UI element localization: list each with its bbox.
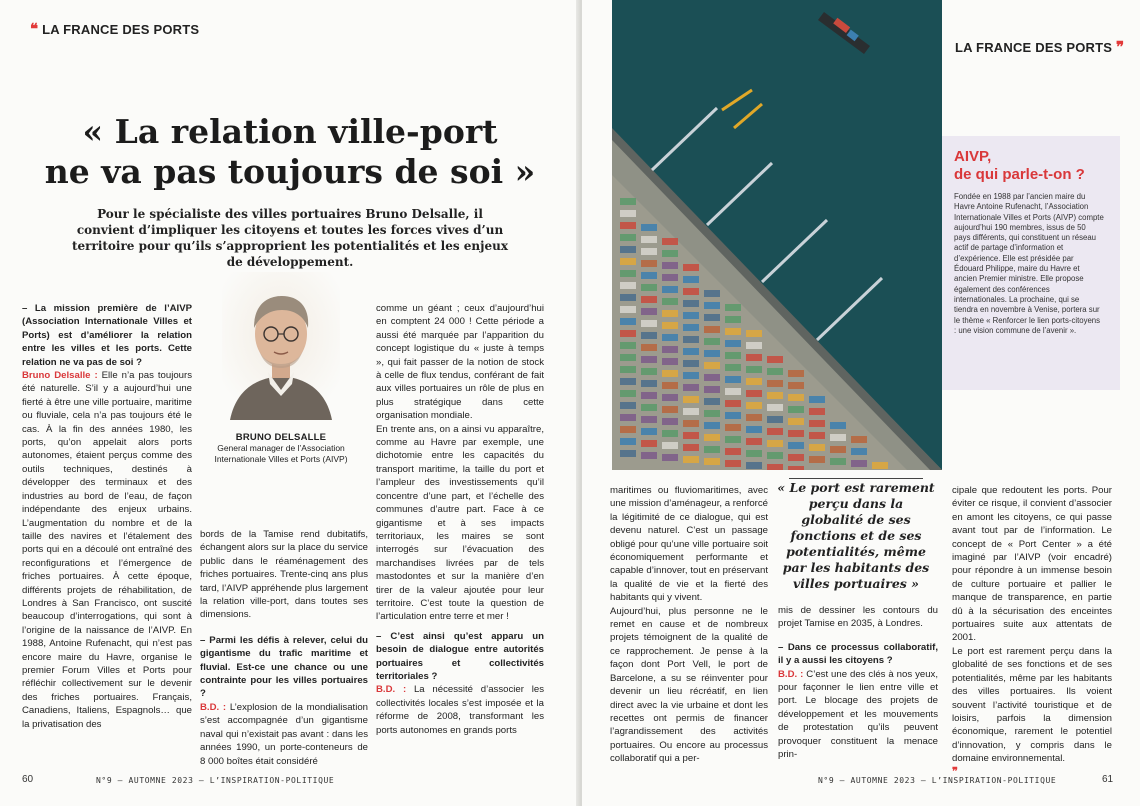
container-block [683, 408, 699, 415]
container-block [620, 270, 636, 277]
container-block [746, 438, 762, 445]
article-standfirst: Pour le spécialiste des villes portuaires Bruno Delsalle, il convient d’impliquer les citoyens et toutes les forces vives d’un territoire pour qu’ils s’approprient les potentialités et les enjeux de développement. [72, 207, 508, 269]
container-block [746, 450, 762, 457]
container-block [683, 396, 699, 403]
container-block [641, 380, 657, 387]
container-block [662, 454, 678, 461]
container-block [725, 316, 741, 323]
container-block [620, 318, 636, 325]
container-block [641, 224, 657, 231]
container-block [851, 436, 867, 443]
container-block [767, 404, 783, 411]
container-block [620, 354, 636, 361]
container-block [662, 418, 678, 425]
container-block [704, 350, 720, 357]
container-block [788, 406, 804, 413]
quote-mark-icon: ❞ [1115, 39, 1125, 56]
article-headline: « La relation ville-port ne va pas toujours de soi » [44, 112, 536, 191]
text-column-2: bords de la Tamise rend dubitatifs, échangent alors sur la place du service public dans le réaménagement des friches portuaires. Trente-cinq ans plus tard, l’AIVP appréhende plus largement la relation ville-port, dans toutes ses dimensions. – Parmi les défis à relever, celui du gigantisme du trafic maritime et fluvial. Est-ce une chance ou une contrainte pour les villes portuaires ? B.D. : L’explosion de la mondialisation s’est accompagnée d’un gigantisme naval qui n’existait pas avant : dans les années 1990, un porte-conteneurs de 8 000 boîtes était considéré [200, 529, 369, 767]
container-block [683, 432, 699, 439]
container-block [725, 304, 741, 311]
container-block [704, 326, 720, 333]
quote-mark-icon: ❝ [30, 21, 39, 38]
container-block [662, 250, 678, 257]
container-block [809, 420, 825, 427]
container-block [746, 414, 762, 421]
container-block [683, 324, 699, 331]
text-column-5: mis de dessiner les contours du projet Tamise en 2035, à Londres. – Dans ce processus collaboratif, il y a aussi les citoyens ? B.D. : C’est une des clés à nos yeux, pour façonner le lien entre ville et port. Le blocage des projets de développement et les mouvements de protestation qu’ils peuvent provoquer constituent la menace prin- [778, 605, 939, 761]
container-block [620, 330, 636, 337]
container-block [683, 444, 699, 451]
container-block [641, 428, 657, 435]
container-block [620, 426, 636, 433]
container-block [641, 308, 657, 315]
container-block [788, 454, 804, 461]
container-block [641, 404, 657, 411]
container-block [683, 264, 699, 271]
text-column-3: comme un géant ; ceux d’aujourd’hui en comptent 24 000 ! Cette période a aussi été marquée par l’apparition du concept logistique du « juste à temps », qui fait passer de la notion de stock à celle de flux tendus, conférant de fait aux villes portuaires un rôle de plus en plus stratégique dans cette organisation mondiale. En trente ans, on a ainsi vu apparaître, comme au Havre par exemple, une dichotomie entre les capacités du transport maritime, la taille du port et l’ampleur des investissements qu’il concentre d’une part, et l’échelle des communes d’autre part. Face à ce gigantisme et à ses impacts territoriaux, les maires se sont interrogés sur l’évacuation des marchandises livrées par de tels mastodontes et sur la manière d’en tirer de la valeur ajoutée pour leur territoire. C’est toute la question de l’articulation entre terre et mer ! – C’est ainsi qu’est apparu un besoin de dialogue entre autorités portuaires et collectivités territoriales ? B.D. : La nécessité d’associer les collectivités locales s’est imposée et la réforme de 2008, transformant les ports autonomes en grands ports [376, 303, 544, 736]
container-block [746, 378, 762, 385]
section-rubric: ❝ LA FRANCE DES PORTS [30, 21, 200, 38]
container-block [704, 386, 720, 393]
container-block [746, 354, 762, 361]
end-mark-icon: ❞ [952, 765, 958, 778]
text-column-1 [22, 302, 192, 731]
container-block [620, 198, 636, 205]
container-block [662, 430, 678, 437]
container-block [662, 394, 678, 401]
container-block [641, 284, 657, 291]
container-block [767, 440, 783, 447]
container-block [662, 322, 678, 329]
container-block [746, 402, 762, 409]
container-block [704, 422, 720, 429]
container-block [767, 380, 783, 387]
container-block [725, 412, 741, 419]
container-block [620, 342, 636, 349]
container-block [851, 460, 867, 467]
container-block [662, 298, 678, 305]
portrait-photo [222, 272, 340, 420]
container-block [683, 276, 699, 283]
container-block [725, 436, 741, 443]
container-block [725, 376, 741, 383]
interview-answer: Elle n’a pas toujours été naturelle. S’il y a aujourd’hui une fierté à être une ville portuaire, maritime ou fluviale, cela n’a pas toujours été le cas. À la fin des années 1980, les ports, qu’on appelait alors ports autonomes, étaient perçus comme des outils techniques, destinés à développer des terminaux et des industries au bord de l’eau, de façon indépendante des enjeux urbains. L’augmentation du nombre et de la taille des navires et l’étalement des ports qui en a découlé ont entraîné des reconfigurations et l’émergence de friches portuaires. À cette époque, différents projets de réhabilitation, de Londres à San Francisco, ont suscité beaucoup d’interrogations, qui sont à l’origine de la naissance de l’AIVP. En 1988, Antoine Rufenacht, qui n’est pas encore maire du Havre, organise le premier Forum Villes et Ports pour réfléchir collectivement sur le devenir des friches portuaires. Français, Canadiens, Italiens, Espagnols… que la privatisation des [22, 370, 192, 730]
container-block [620, 246, 636, 253]
section-rubric: LA FRANCE DES PORTS ❞ [955, 39, 1125, 56]
container-block [788, 394, 804, 401]
container-block [767, 428, 783, 435]
container-block [620, 234, 636, 241]
container-block [683, 288, 699, 295]
text-column-6: cipale que redoutent les ports. Pour éviter ce risque, il convient d’associer en amont les citoyens, ce qui passe avant tout par de l’information. Le concept de « Port Center » a été imaginé par l’AIVP (voir encadré) pour répondre à un immense besoin de culture portuaire et pallier le manque de transparence, en partie dû à la sécurisation des enceintes portuaires suite aux attentats de 2001. Le port est rarement perçu dans la globalité de ses fonctions et de ses potentialités, même par les habitants des villes portuaires. Ils voient souvent l’activité touristique et de loisirs, parfois la dimension économique, rarement le potentiel d’innovation, y compris dans le domaine environnemental. ❞ [952, 485, 1112, 778]
container-block [662, 442, 678, 449]
interview-question: – Parmi les défis à relever, celui du gigantisme du trafic maritime et fluvial. Est-ce une chance ou une contrainte pour les villes portuaires ? [200, 634, 368, 700]
container-block [746, 330, 762, 337]
container-block [641, 236, 657, 243]
container-block [620, 390, 636, 397]
container-block [704, 290, 720, 297]
container-block [620, 294, 636, 301]
container-block [704, 314, 720, 321]
container-block [746, 366, 762, 373]
container-block [641, 296, 657, 303]
container-block [641, 272, 657, 279]
container-block [620, 210, 636, 217]
box-title: AIVP, de qui parle-t-on ? [954, 148, 1085, 183]
speaker-label: B.D. : [376, 684, 414, 696]
page-number: 61 [1102, 774, 1114, 785]
container-block [725, 340, 741, 347]
container-block [620, 414, 636, 421]
container-block [683, 456, 699, 463]
container-block [746, 342, 762, 349]
container-block [830, 446, 846, 453]
container-block [704, 338, 720, 345]
container-block [788, 442, 804, 449]
container-block [809, 432, 825, 439]
container-block [788, 430, 804, 437]
container-block [788, 418, 804, 425]
container-block [662, 262, 678, 269]
text-column-4: maritimes ou fluviomaritimes, avec une mission d’aménageur, a renforcé la légitimité de ce dialogue, qui est devenu naturel. C’est un passage obligé pour qu’une ville portuaire soit économiquement performante et capable d’innover, tout en préservant la qualité de vie et la fierté des habitants qui y vivent. Aujourd’hui, plus personne ne le remet en cause et de nombreux projets témoignent de la qualité de ce rapprochement. Je pense à la façon dont Port Vell, le port de Barcelone, a su se réinventer pour devenir un lieu récréatif, en lien direct avec la vie urbaine et dont les recettes ont permis de financer l’agrandissement des activités portuaires. Ou encore au processus collaboratif qui a per- [610, 485, 768, 765]
container-block [704, 458, 720, 465]
container-block [620, 402, 636, 409]
container-block [704, 398, 720, 405]
issue-folio: N°9 – AUTOMNE 2023 – L’INSPIRATION-POLITIQUE [818, 776, 1057, 785]
container-block [641, 368, 657, 375]
container-block [641, 452, 657, 459]
container-block [683, 336, 699, 343]
container-block [725, 424, 741, 431]
aivp-info-box [942, 136, 1120, 390]
container-block [662, 238, 678, 245]
container-block [767, 416, 783, 423]
container-block [662, 370, 678, 377]
container-block [683, 384, 699, 391]
container-block [830, 434, 846, 441]
container-block [620, 222, 636, 229]
container-block [620, 306, 636, 313]
container-block [767, 356, 783, 363]
interview-question: – La mission première de l’AIVP (Association Internationale Villes et Ports) est d’améliorer la relation entre les villes et les ports. Cette relation ne va pas de soi ? [22, 303, 192, 368]
portrait-caption: BRUNO DELSALLE General manager de l’Association Internationale Villes et Ports (AIVP) [214, 432, 348, 464]
container-block [704, 302, 720, 309]
container-block [704, 410, 720, 417]
container-block [767, 464, 783, 470]
container-block [872, 462, 888, 469]
container-block [725, 400, 741, 407]
pull-quote: « Le port est rarement perçu dans la globalité de ses fonctions et de ses potentialités, même par les habitants des villes portuaires » [777, 480, 935, 591]
container-block [620, 258, 636, 265]
container-block [746, 462, 762, 469]
container-block [662, 346, 678, 353]
container-block [767, 368, 783, 375]
quote-rule [789, 478, 923, 479]
container-block [662, 274, 678, 281]
container-block [683, 372, 699, 379]
page-number: 60 [22, 774, 34, 785]
container-block [704, 362, 720, 369]
container-block [641, 440, 657, 447]
container-block [767, 392, 783, 399]
container-block [620, 378, 636, 385]
container-block [809, 396, 825, 403]
container-block [851, 448, 867, 455]
container-block [620, 438, 636, 445]
container-block [641, 260, 657, 267]
container-block [809, 408, 825, 415]
container-block [662, 358, 678, 365]
interview-question: – Dans ce processus collaboratif, il y a aussi les citoyens ? [778, 641, 938, 667]
container-block [704, 374, 720, 381]
container-block [641, 392, 657, 399]
container-block [662, 382, 678, 389]
container-block [662, 286, 678, 293]
container-block [788, 370, 804, 377]
container-block [725, 388, 741, 395]
container-block [641, 332, 657, 339]
container-block [620, 450, 636, 457]
container-block [641, 248, 657, 255]
container-block [683, 312, 699, 319]
container-block [746, 390, 762, 397]
container-block [725, 448, 741, 455]
container-block [683, 300, 699, 307]
interview-question: – C’est ainsi qu’est apparu un besoin de dialogue entre autorités portuaires et collectivités territoriales ? [376, 630, 544, 682]
container-block [641, 356, 657, 363]
container-block [704, 446, 720, 453]
container-block [767, 452, 783, 459]
container-block [788, 382, 804, 389]
box-text: Fondée en 1988 par l’ancien maire du Havre Antoine Rufenacht, l’Association Internationale Villes et Ports (AIVP) compte aujourd’hui 190 membres, issus de 50 pays différents, qui constituent un réseau actif de partage d’information et d’expérience. Elle est présidée par Édouard Philippe, maire du Havre et ancien Premier ministre. Elle propose également des conférences internationales. La prochaine, qui se tiendra en novembre à Venise, portera sur le thème « Renforcer le lien ports-citoyens : une vision commune de l’avenir ». [954, 192, 1104, 335]
container-block [620, 366, 636, 373]
container-block [830, 422, 846, 429]
container-block [641, 344, 657, 351]
aerial-port-photo [612, 0, 942, 470]
container-block [809, 456, 825, 463]
container-block [620, 282, 636, 289]
speaker-label: Bruno Delsalle : [22, 370, 102, 382]
container-block [809, 444, 825, 451]
container-block [746, 426, 762, 433]
container-block [725, 352, 741, 359]
container-block [641, 416, 657, 423]
container-block [683, 360, 699, 367]
container-block [725, 364, 741, 371]
container-block [704, 434, 720, 441]
container-block [788, 466, 804, 470]
container-block [662, 310, 678, 317]
container-block [725, 460, 741, 467]
container-block [725, 328, 741, 335]
container-block [683, 348, 699, 355]
speaker-label: B.D. : [778, 668, 807, 680]
container-block [683, 420, 699, 427]
container-block [641, 320, 657, 327]
container-block [662, 334, 678, 341]
container-block [830, 458, 846, 465]
container-block [662, 406, 678, 413]
speaker-label: B.D. : [200, 701, 230, 713]
issue-folio: N°9 – AUTOMNE 2023 – L’INSPIRATION-POLITIQUE [96, 776, 335, 785]
